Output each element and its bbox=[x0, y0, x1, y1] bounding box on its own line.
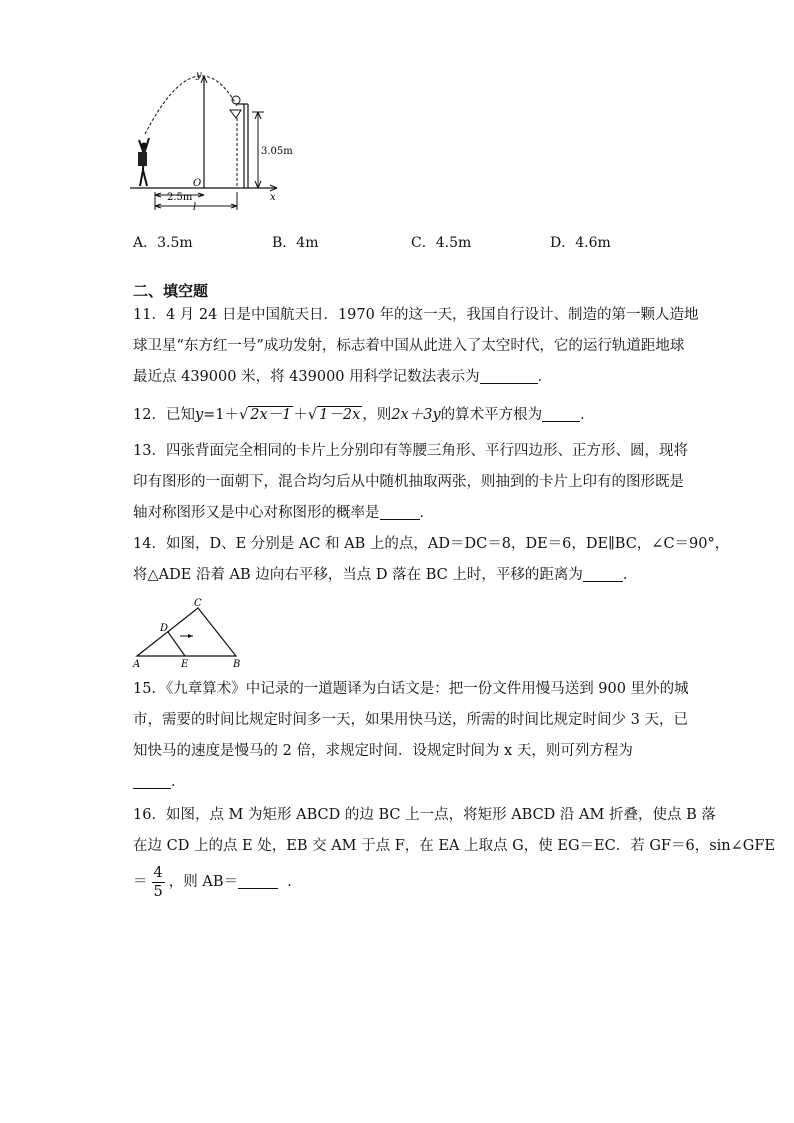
answer-blank[interactable] bbox=[542, 407, 580, 422]
label-d: D bbox=[160, 623, 169, 634]
q11-line3: 最近点 439000 米，将 439000 用科学记数法表示为 ． bbox=[133, 369, 553, 385]
y-axis-label: y bbox=[196, 70, 202, 81]
q15-line3: 知快马的速度是慢马的 2 倍，求规定时间．设规定时间为 x 天，则可列方程为 bbox=[133, 743, 633, 759]
q16-line3: ＝ $\frac{4}{5}$ ，则 AB＝ ． bbox=[133, 864, 302, 900]
q14-line2: 将△ADE 沿着 AB 边向右平移，当点 D 落在 BC 上时，平移的距离为 ． bbox=[133, 567, 638, 583]
choice-d: D．4.6m bbox=[550, 235, 611, 251]
q12-line: 12．已知y=1＋√ 2x－1 ＋√ 1－2x ，则2x＋3y的算术平方根为 ． bbox=[133, 407, 595, 423]
q14-line1: 14．如图，D、E 分别是 AC 和 AB 上的点，AD＝DC＝8，DE＝6，DE∥BC，∠C＝90°， bbox=[133, 536, 730, 552]
answer-blank[interactable] bbox=[480, 369, 538, 384]
figure-basketball-parabola bbox=[125, 62, 315, 214]
q11-line1: 11．4 月 24 日是中国航天日．1970 年的这一天，我国自行设计、制造的第一颗人造地 bbox=[133, 307, 699, 323]
label-a: A bbox=[133, 659, 141, 668]
answer-blank[interactable] bbox=[380, 505, 420, 520]
x-axis-label: x bbox=[270, 192, 276, 203]
dist-label: 2.5m bbox=[167, 192, 193, 203]
q16-line1: 16．如图，点 M 为矩形 ABCD 的边 BC 上一点，将矩形 ABCD 沿 AM 折叠，使点 B 落 bbox=[133, 807, 716, 823]
fraction: $\frac{4}{5}$ bbox=[153, 864, 163, 900]
q16-line2: 在边 CD 上的点 E 处，EB 交 AM 于点 F，在 EA 上取点 G，使 EG＝EC．若 GF＝6，sin∠GFE bbox=[133, 838, 775, 854]
q15-line1: 15．《九章算术》中记录的一道题译为白话文是：把一份文件用慢马送到 900 里外的城 bbox=[133, 681, 689, 697]
label-c: C bbox=[194, 598, 202, 609]
answer-blank[interactable] bbox=[583, 567, 623, 582]
figure-triangle-translation bbox=[130, 596, 250, 668]
q15-line4: ． bbox=[133, 772, 186, 792]
q11-line2: 球卫星“东方红一号”成功发射，标志着中国从此进入了太空时代，它的运行轨道距地球 bbox=[133, 338, 685, 354]
q13-line2: 印有图形的一面朝下，混合均匀后从中随机抽取两张，则抽到的卡片上印有的图形既是 bbox=[133, 474, 684, 490]
height-label: 3.05m bbox=[261, 146, 293, 157]
choice-c: C．4.5m bbox=[411, 235, 472, 251]
section-title: 二、填空题 bbox=[133, 282, 209, 300]
answer-blank[interactable] bbox=[238, 874, 278, 889]
choice-a: A．3.5m bbox=[133, 235, 193, 251]
answer-blank[interactable] bbox=[133, 774, 171, 789]
q13-line3: 轴对称图形又是中心对称图形的概率是 ． bbox=[133, 505, 434, 521]
label-e: E bbox=[181, 659, 189, 668]
q15-line2: 市，需要的时间比规定时间多一天，如果用快马送，所需的时间比规定时间少 3 天，已 bbox=[133, 712, 688, 728]
choice-b: B．4m bbox=[272, 235, 319, 251]
label-b: B bbox=[233, 659, 241, 668]
origin-label: O bbox=[193, 178, 202, 189]
q13-line1: 13．四张背面完全相同的卡片上分别印有等腰三角形、平行四边形、正方形、圆，现将 bbox=[133, 443, 688, 459]
l-label: l bbox=[193, 202, 197, 213]
